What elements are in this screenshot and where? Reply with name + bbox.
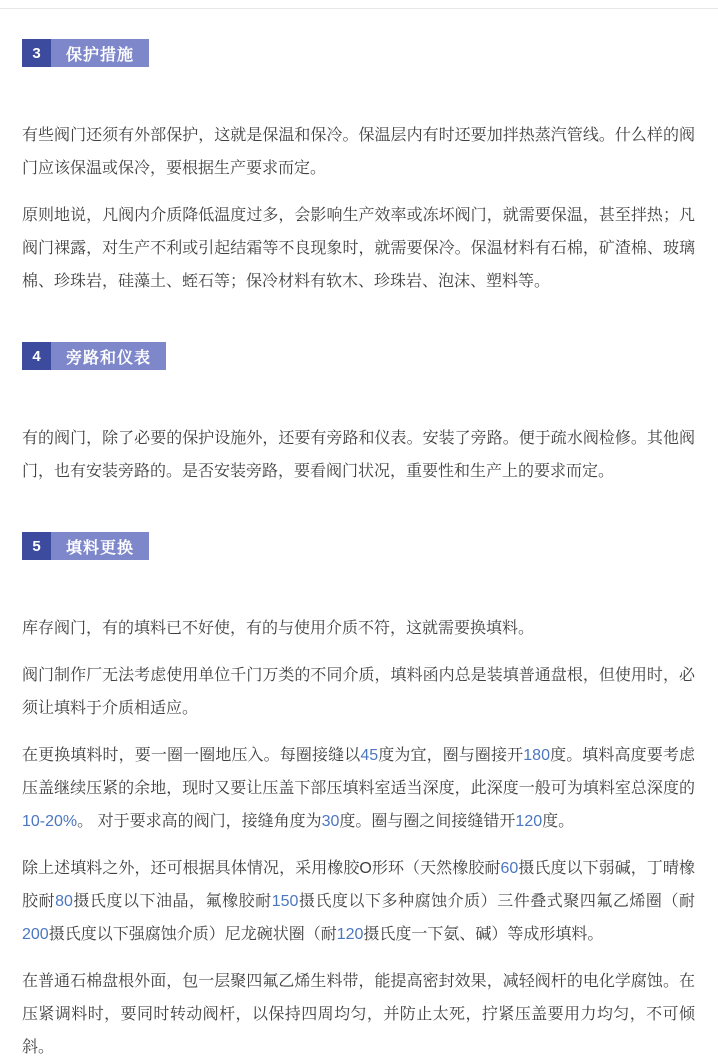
section-header [22,342,166,370]
article-page [0,8,718,1056]
paragraph: 有些阀门还须有外部保护，这就是保温和保冷。保温层内有时还要加拌热蒸汽管线。什么样的阀门应该保温或保冷，要根据生产要求而定。 [22,127,695,177]
paragraph: 阀门制作厂无法考虑使用单位千门万类的不同介质，填料函内总是装填普通盘根，但使用时，必须让填料于介质相适应。 [22,667,695,717]
section-header [22,39,149,67]
section-title: 旁路和仪表 [51,342,166,370]
section-bypass-and-instruments [22,312,695,488]
section-number-badge: 5 [22,532,51,560]
section-number-badge: 4 [22,342,51,370]
section-title: 填料更换 [51,532,149,560]
paragraph: 在普通石棉盘根外面，包一层聚四氟乙烯生料带，能提高密封效果，减轻阀杆的电化学腐蚀。在压紧调料时，要同时转动阀杆，以保持四周均匀，并防止太死，拧紧压盖要用力均匀，不可倾斜。 [22,973,695,1056]
section-title: 保护措施 [51,39,149,67]
paragraph: 有的阀门，除了必要的保护设施外，还要有旁路和仪表。安装了旁路。便于疏水阀检修。其他阀门，也有安装旁路的。是否安装旁路，要看阀门状况，重要性和生产上的要求而定。 [22,430,695,480]
paragraph: 在更换填料时，要一圈一圈地压入。每圈接缝以45度为宜，圈与圈接开180度。填料高度要考虑压盖继续压紧的余地，现时又要让压盖下部压填料室适当深度，此深度一般可为填料室总深度的10-20%。 对于要求高的阀门，接缝角度为30度。圈与圈之间接缝错开120度。 [22,747,695,830]
section-protection [22,9,695,298]
section-header [22,532,149,560]
paragraph: 原则地说，凡阀内介质降低温度过多，会影响生产效率或冻坏阀门，就需要保温，甚至拌热；凡阀门裸露，对生产不利或引起结霜等不良现象时，就需要保冷。保温材料有石棉，矿渣棉、玻璃棉、珍珠岩，硅藻土、蛭石等；保冷材料有软木、珍珠岩、泡沫、塑料等。 [22,207,695,290]
section-number-badge: 3 [22,39,51,67]
section-packing-replacement [22,502,695,1064]
paragraph: 除上述填料之外，还可根据具体情况，采用橡胶O形环（天然橡胶耐60摄氏度以下弱碱，丁晴橡胶耐80摄氏度以下油晶，氟橡胶耐150摄氏度以下多种腐蚀介质）三件叠式聚四氟乙烯圈（耐200摄氏度以下强腐蚀介质）尼龙碗状圈（耐120摄氏度一下氨、碱）等成形填料。 [22,860,695,943]
paragraph: 库存阀门，有的填料已不好使，有的与使用介质不符，这就需要换填料。 [22,620,535,637]
